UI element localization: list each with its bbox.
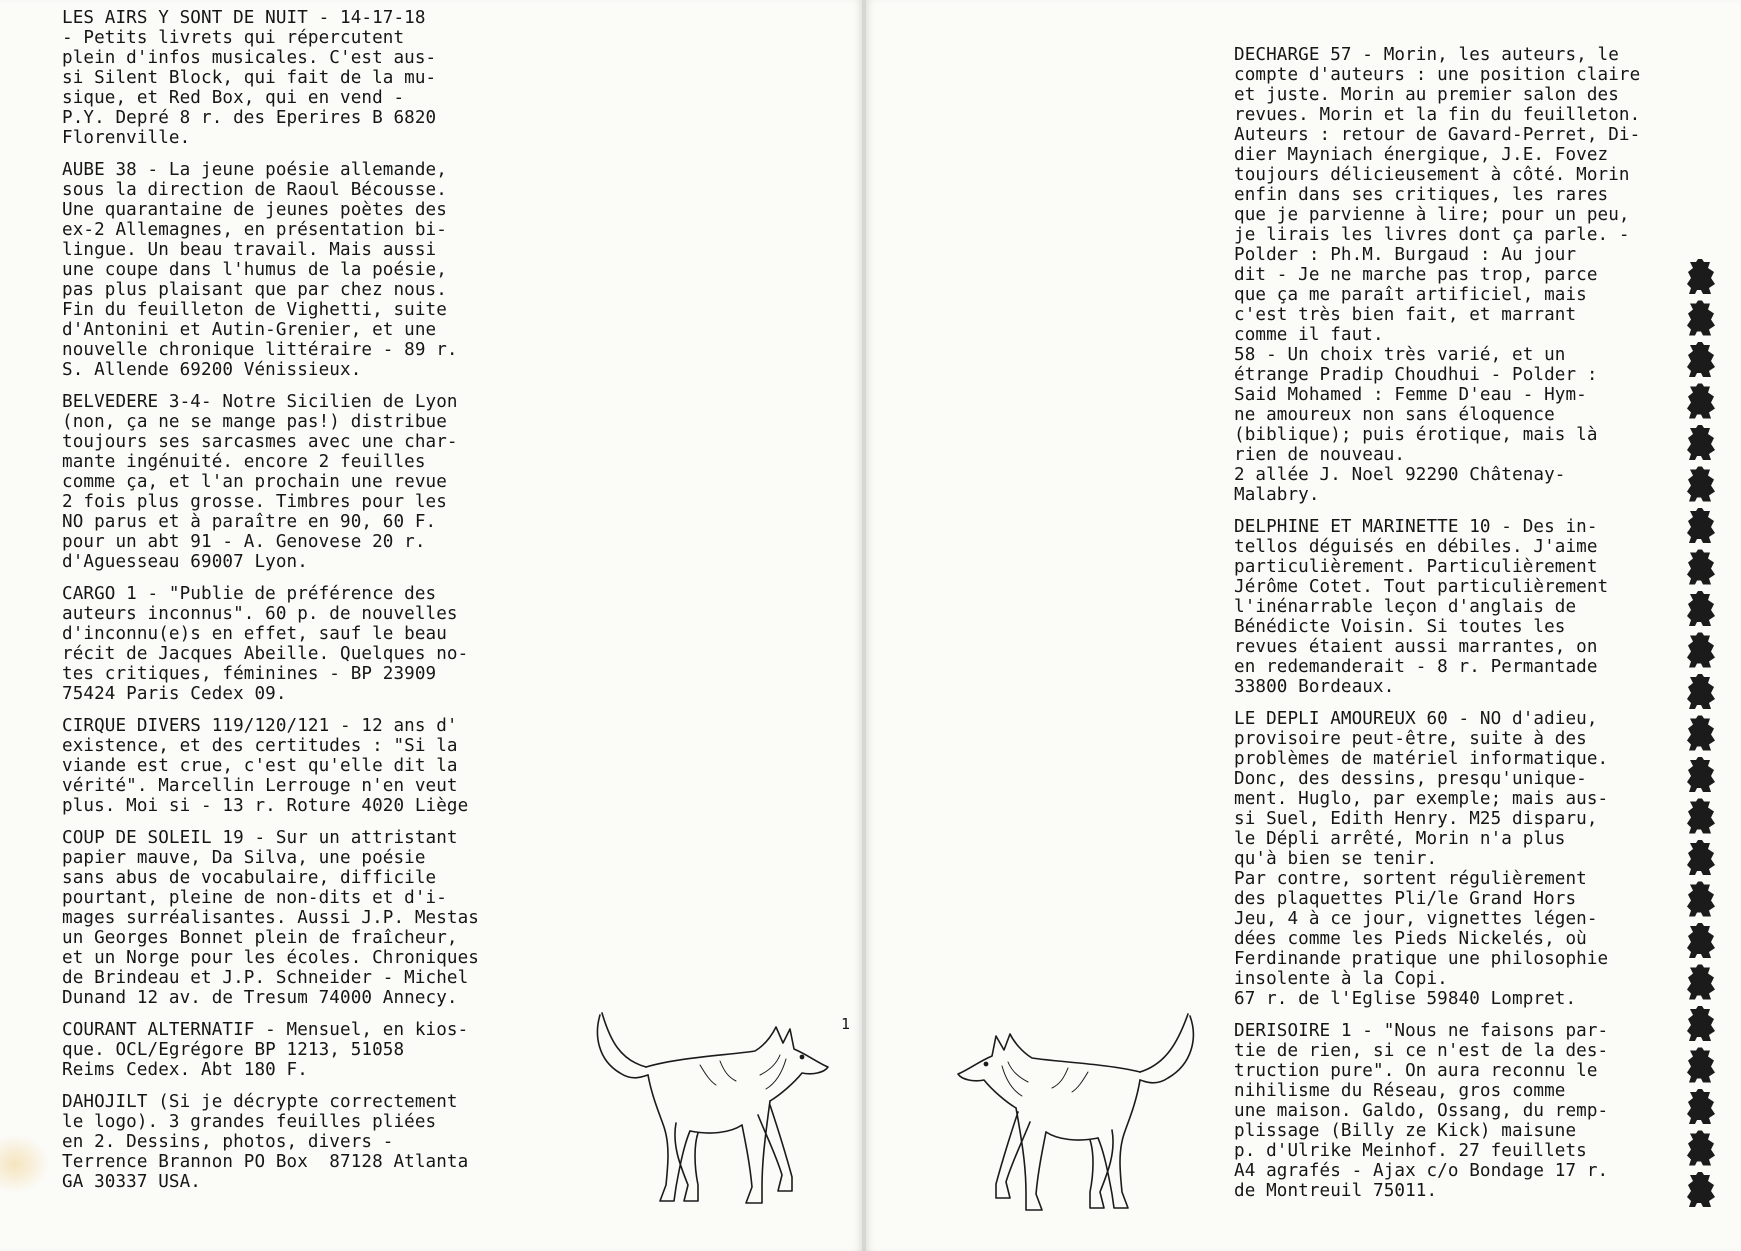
entry-line: toujours ses sarcasmes avec une char- <box>62 432 458 452</box>
entry-line: Donc, des dessins, presqu'unique- <box>1234 769 1587 789</box>
entry-line: Dunand 12 av. de Tresum 74000 Annecy. <box>62 988 458 1008</box>
bear-stamp <box>1687 923 1715 958</box>
entry-line: pourtant, pleine de non-dits et d'i- <box>62 888 447 908</box>
bear-stamp <box>1687 882 1715 917</box>
entry-line: nihilisme du Réseau, gros comme <box>1234 1081 1566 1101</box>
entry-line: papier mauve, Da Silva, une poésie <box>62 848 426 868</box>
bear-stamp <box>1687 965 1715 1000</box>
entry-line: 67 r. de l'Eglise 59840 Lompret. <box>1234 989 1577 1009</box>
entry-line: un Georges Bonnet plein de fraîcheur, <box>62 928 458 948</box>
paper-stain <box>0 1134 50 1194</box>
entry-line: le logo). 3 grandes feuilles pliées <box>62 1112 437 1132</box>
review-entry <box>1234 517 1714 697</box>
entry-line: plein d'infos musicales. C'est aus- <box>62 48 437 68</box>
review-entry <box>62 584 557 704</box>
entry-line: Par contre, sortent régulièrement <box>1234 869 1587 889</box>
page-number: 1 <box>841 1015 851 1033</box>
entry-line: dées comme les Pieds Nickelés, où <box>1234 929 1587 949</box>
entry-line: d'inconnu(e)s en effet, sauf le beau <box>62 624 447 644</box>
entry-line: DAHOJILT (Si je décrypte correctement <box>62 1092 458 1112</box>
entry-line: ment. Huglo, par exemple; mais aus- <box>1234 789 1609 809</box>
entry-line: tie de rien, si ce n'est de la des- <box>1234 1041 1609 1061</box>
entry-line: 58 - Un choix très varié, et un <box>1234 345 1566 365</box>
wolf-illustration-right <box>928 1012 1208 1217</box>
entry-line: l'inénarrable leçon d'anglais de <box>1234 597 1577 617</box>
bear-stamp <box>1687 1172 1715 1207</box>
bear-stamp <box>1687 633 1715 668</box>
entry-line: 75424 Paris Cedex 09. <box>62 684 287 704</box>
bear-stamp <box>1687 425 1715 460</box>
entry-line: ne amoureux non sans éloquence <box>1234 405 1555 425</box>
entry-line: d'Aguesseau 69007 Lyon. <box>62 552 308 572</box>
entry-line: Une quarantaine de jeunes poètes des <box>62 200 447 220</box>
entry-line: dit - Je ne marche pas trop, parce <box>1234 265 1598 285</box>
entry-line: P.Y. Depré 8 r. des Eperires B 6820 <box>62 108 437 128</box>
entry-line: truction pure". On aura reconnu le <box>1234 1061 1598 1081</box>
entry-line: p. d'Ulrike Meinhof. 27 feuillets <box>1234 1141 1587 1161</box>
entry-line: et juste. Morin au premier salon des <box>1234 85 1619 105</box>
entry-line: mante ingénuité. encore 2 feuilles <box>62 452 426 472</box>
entry-line: je lirais les livres dont ça parle. - <box>1234 225 1630 245</box>
bear-stamp <box>1687 467 1715 502</box>
entry-line: (non, ça ne se mange pas!) distribue <box>62 412 447 432</box>
entry-line: DERISOIRE 1 - "Nous ne faisons par- <box>1234 1021 1609 1041</box>
entry-line: Auteurs : retour de Gavard-Perret, Di- <box>1234 125 1641 145</box>
entry-line: 2 fois plus grosse. Timbres pour les <box>62 492 447 512</box>
entry-line: Jeu, 4 à ce jour, vignettes légen- <box>1234 909 1598 929</box>
entry-line: plus. Moi si - 13 r. Roture 4020 Liège <box>62 796 469 816</box>
entry-line: en 2. Dessins, photos, divers - <box>62 1132 394 1152</box>
entry-line: le Dépli arrêté, Morin n'a plus <box>1234 829 1566 849</box>
bear-stamp <box>1687 674 1715 709</box>
entry-line: COUP DE SOLEIL 19 - Sur un attristant <box>62 828 458 848</box>
bear-stamp <box>1687 259 1715 294</box>
review-entry <box>1234 1021 1714 1201</box>
review-entry <box>62 1092 557 1192</box>
bear-stamp <box>1687 1131 1715 1166</box>
bear-stamp <box>1687 1006 1715 1041</box>
entry-line: ex-2 Allemagnes, en présentation bi- <box>62 220 447 240</box>
entry-line: Jérôme Cotet. Tout particulièrement <box>1234 577 1609 597</box>
entry-line: NO parus et à paraître en 90, 60 F. <box>62 512 437 532</box>
entry-line: GA 30337 USA. <box>62 1172 202 1192</box>
bear-stamp <box>1687 1089 1715 1124</box>
entry-line: qu'à bien se tenir. <box>1234 849 1438 869</box>
entry-line: en redemanderait - 8 r. Permantade <box>1234 657 1598 677</box>
entry-line: et un Norge pour les écoles. Chroniques <box>62 948 480 968</box>
entry-line: Polder : Ph.M. Burgaud : Au jour <box>1234 245 1577 265</box>
entry-line: c'est très bien fait, et marrant <box>1234 305 1577 325</box>
entry-line: récit de Jacques Abeille. Quelques no- <box>62 644 469 664</box>
entry-line: A4 agrafés - Ajax c/o Bondage 17 r. <box>1234 1161 1609 1181</box>
bear-stamp <box>1687 757 1715 792</box>
wolf-illustration-left <box>580 1005 850 1215</box>
entry-line: de Brindeau et J.P. Schneider - Michel <box>62 968 469 988</box>
entry-line: si Silent Block, qui fait de la mu- <box>62 68 437 88</box>
entry-line: - Petits livrets qui répercutent <box>62 28 405 48</box>
entry-line: LES AIRS Y SONT DE NUIT - 14-17-18 <box>62 8 426 28</box>
entry-line: (biblique); puis érotique, mais là <box>1234 425 1598 445</box>
bear-stamp <box>1687 1048 1715 1083</box>
review-entry <box>62 160 557 380</box>
entry-line: COURANT ALTERNATIF - Mensuel, en kios- <box>62 1020 469 1040</box>
entry-line: nouvelle chronique littéraire - 89 r. <box>62 340 458 360</box>
entry-line: une maison. Galdo, Ossang, du remp- <box>1234 1101 1609 1121</box>
bear-stamp <box>1687 508 1715 543</box>
entry-line: de Montreuil 75011. <box>1234 1181 1438 1201</box>
entry-line: que ça me paraît artificiel, mais <box>1234 285 1587 305</box>
entry-line: provisoire peut-être, suite à des <box>1234 729 1587 749</box>
entry-line: DECHARGE 57 - Morin, les auteurs, le <box>1234 45 1619 65</box>
entry-line: d'Antonini et Autin-Grenier, et une <box>62 320 437 340</box>
entry-line: une coupe dans l'humus de la poésie, <box>62 260 447 280</box>
entry-line: mages surréalisantes. Aussi J.P. Mestas <box>62 908 480 928</box>
entry-line: que. OCL/Egrégore BP 1213, 51058 <box>62 1040 405 1060</box>
entry-line: pas plus plaisant que par chez nous. <box>62 280 447 300</box>
entry-line: viande est crue, c'est qu'elle dit la <box>62 756 458 776</box>
bear-stamp <box>1687 550 1715 585</box>
entry-line: comme ça, et l'an prochain une revue <box>62 472 447 492</box>
review-entry <box>62 1020 557 1080</box>
entry-line: existence, et des certitudes : "Si la <box>62 736 458 756</box>
review-entry <box>62 716 557 816</box>
entry-line: lingue. Un beau travail. Mais aussi <box>62 240 437 260</box>
entry-line: que je parvienne à lire; pour un peu, <box>1234 205 1630 225</box>
entry-line: Malabry. <box>1234 485 1320 505</box>
entry-line: auteurs inconnus". 60 p. de nouvelles <box>62 604 458 624</box>
entry-line: rien de nouveau. <box>1234 445 1406 465</box>
entry-line: S. Allende 69200 Vénissieux. <box>62 360 362 380</box>
bear-stamp <box>1687 799 1715 834</box>
entry-line: plissage (Billy ze Kick) maisune <box>1234 1121 1577 1141</box>
bear-stamp <box>1687 591 1715 626</box>
right-column <box>1234 45 1714 1213</box>
entry-line: sique, et Red Box, qui en vend - <box>62 88 405 108</box>
entry-line: enfin dans ses critiques, les rares <box>1234 185 1609 205</box>
bear-stamp <box>1687 342 1715 377</box>
entry-line: Terrence Brannon PO Box 87128 Atlanta <box>62 1152 469 1172</box>
entry-line: sans abus de vocabulaire, difficile <box>62 868 437 888</box>
entry-line: tes critiques, féminines - BP 23909 <box>62 664 437 684</box>
entry-line: Fin du feuilleton de Vighetti, suite <box>62 300 447 320</box>
review-entry <box>1234 45 1714 505</box>
entry-line: comme il faut. <box>1234 325 1384 345</box>
entry-line: CIRQUE DIVERS 119/120/121 - 12 ans d' <box>62 716 458 736</box>
entry-line: particulièrement. Particulièrement <box>1234 557 1598 577</box>
entry-line: étrange Pradip Choudhui - Polder : <box>1234 365 1598 385</box>
entry-line: pour un abt 91 - A. Genovese 20 r. <box>62 532 426 552</box>
entry-line: tellos déguisés en débiles. J'aime <box>1234 537 1598 557</box>
entry-line: 33800 Bordeaux. <box>1234 677 1395 697</box>
entry-line: dier Mayniach énergique, J.E. Fovez <box>1234 145 1609 165</box>
entry-line: Reims Cedex. Abt 180 F. <box>62 1060 308 1080</box>
entry-line: compte d'auteurs : une position claire <box>1234 65 1641 85</box>
bear-stamp <box>1687 301 1715 336</box>
review-entry <box>1234 709 1714 1009</box>
entry-line: BELVEDERE 3-4- Notre Sicilien de Lyon <box>62 392 458 412</box>
entry-line: 2 allée J. Noel 92290 Châtenay- <box>1234 465 1566 485</box>
entry-line: Florenville. <box>62 128 191 148</box>
bear-stamp <box>1687 384 1715 419</box>
entry-line: si Suel, Edith Henry. M25 disparu, <box>1234 809 1598 829</box>
review-entry <box>62 8 557 148</box>
entry-line: sous la direction de Raoul Bécousse. <box>62 180 447 200</box>
entry-line: revues. Morin et la fin du feuilleton. <box>1234 105 1641 125</box>
entry-line: LE DEPLI AMOUREUX 60 - NO d'adieu, <box>1234 709 1598 729</box>
entry-line: AUBE 38 - La jeune poésie allemande, <box>62 160 447 180</box>
bear-stamp <box>1687 716 1715 751</box>
entry-line: des plaquettes Pli/le Grand Hors <box>1234 889 1577 909</box>
entry-line: Ferdinande pratique une philosophie <box>1234 949 1609 969</box>
review-entry <box>62 392 557 572</box>
left-column <box>62 8 557 1204</box>
entry-line: CARGO 1 - "Publie de préférence des <box>62 584 437 604</box>
entry-line: Bénédicte Voisin. Si toutes les <box>1234 617 1566 637</box>
bear-stamp-border <box>1680 258 1720 1218</box>
bear-stamp <box>1687 840 1715 875</box>
entry-line: vérité". Marcellin Lerrouge n'en veut <box>62 776 458 796</box>
entry-line: insolente à la Copi. <box>1234 969 1448 989</box>
entry-line: Said Mohamed : Femme D'eau - Hym- <box>1234 385 1587 405</box>
entry-line: problèmes de matériel informatique. <box>1234 749 1609 769</box>
entry-line: toujours délicieusement à côté. Morin <box>1234 165 1630 185</box>
entry-line: DELPHINE ET MARINETTE 10 - Des in- <box>1234 517 1598 537</box>
entry-line: revues étaient aussi marrantes, on <box>1234 637 1598 657</box>
review-entry <box>62 828 557 1008</box>
